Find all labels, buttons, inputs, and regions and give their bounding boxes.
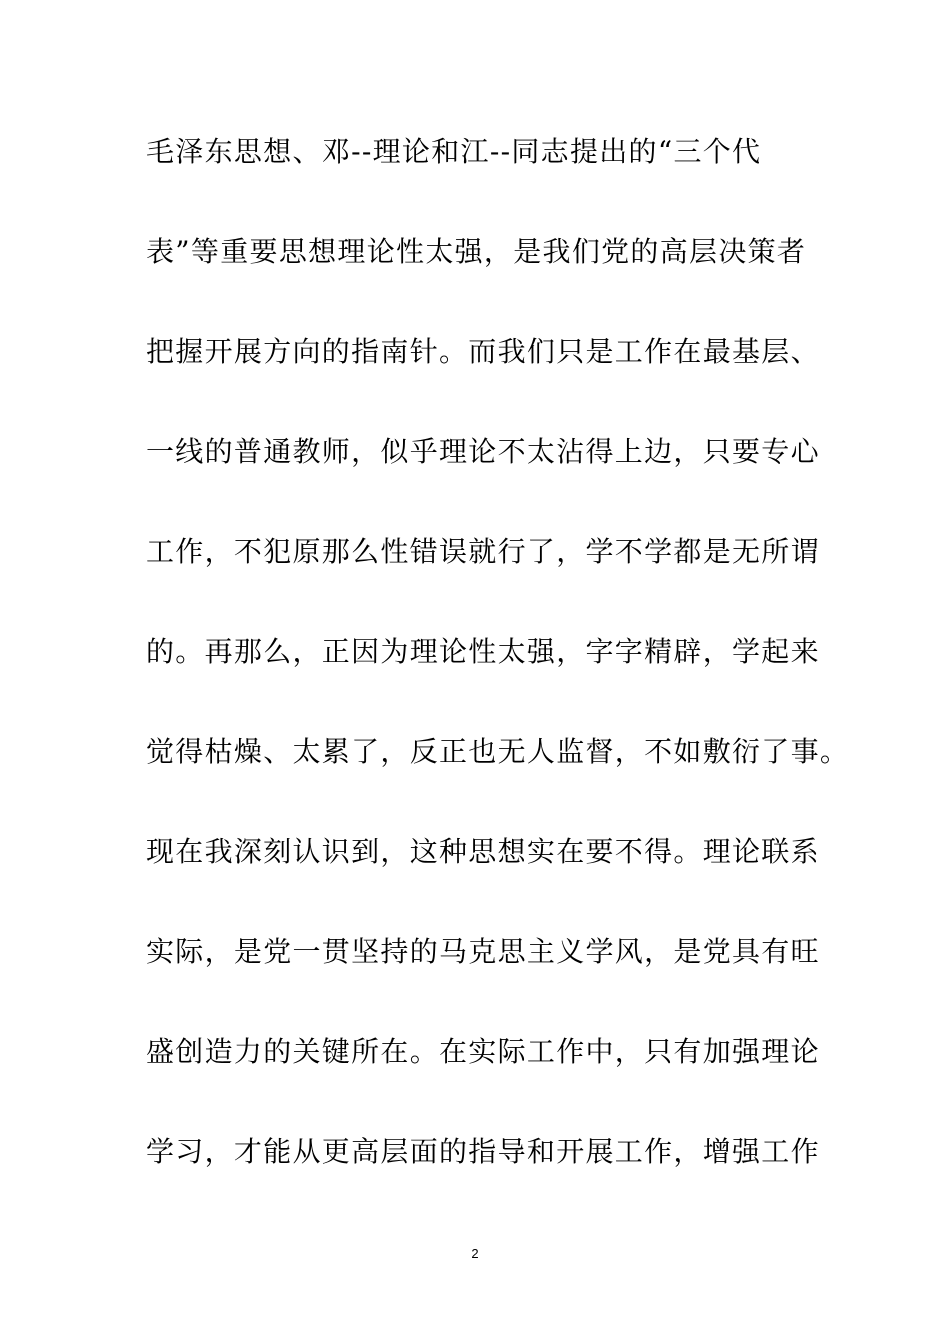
text-line: 盛创造力的关键所在。在实际工作中，只有加强理论 (146, 1035, 820, 1068)
text-line: 觉得枯燥、太累了，反正也无人监督，不如敷衍了事。 (146, 735, 850, 768)
text-line: 的。再那么，正因为理论性太强，字字精辟，学起来 (146, 635, 820, 668)
body-text (146, 125, 850, 1225)
text-line: 工作，不犯原那么性错误就行了，学不学都是无所谓 (146, 535, 820, 568)
text-line: 实际，是党一贯坚持的马克思主义学风，是党具有旺 (146, 935, 820, 968)
text-line: 把握开展方向的指南针。而我们只是工作在最基层、 (146, 335, 820, 368)
text-line: 表”等重要思想理论性太强，是我们党的高层决策者 (146, 235, 807, 268)
page-number: 2 (471, 1246, 479, 1261)
text-line: 一线的普通教师，似乎理论不太沾得上边，只要专心 (146, 435, 820, 468)
text-line: 现在我深刻认识到，这种思想实在要不得。理论联系 (146, 835, 820, 868)
text-line: 学习，才能从更高层面的指导和开展工作，增强工作 (146, 1135, 820, 1168)
text-line: 毛泽东思想、邓--理论和江--同志提出的“三个代 (146, 135, 762, 168)
